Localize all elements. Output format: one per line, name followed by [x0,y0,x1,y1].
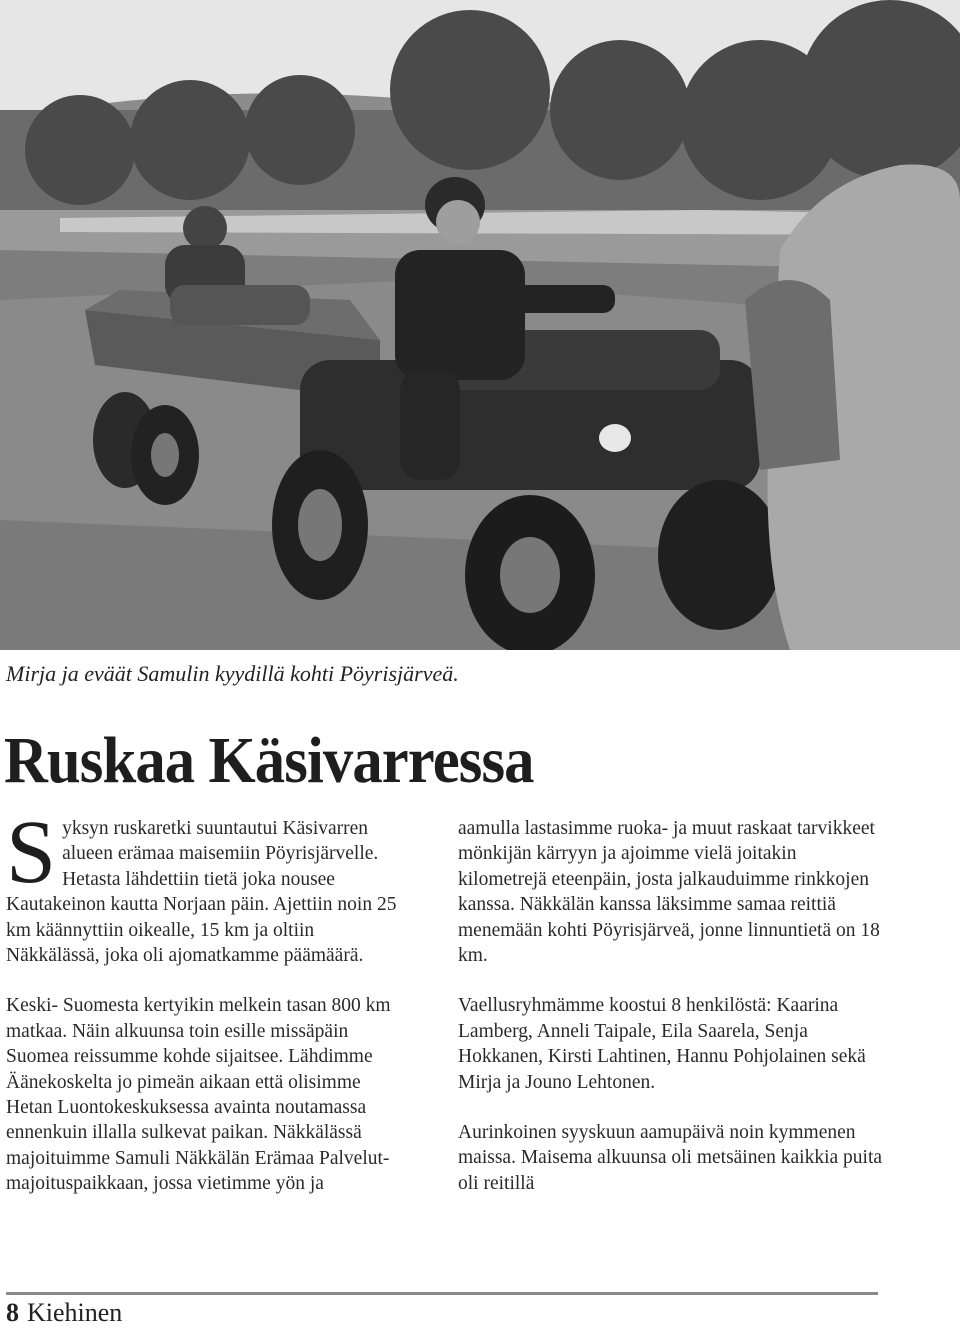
drop-cap: S [6,803,57,902]
article-column-left [6,803,406,1222]
paragraph: Keski- Suomesta kertyikin melkein tasan 800 km matkaa. Näin alkuunsa toin esille missäpäin Suomea reissumme kohde sijaitsee. Lähdimme Äänekoskelta jo pimeän aikaan että olisimme Hetan Luontokeskuksessa avainta noutamassa ennenkuin illalla sulkevat paikan. Näkkälässä majoituimme Samuli Näkkälän Erämaa Palvelut- majoituspaikkaan, jossa vietimme yön ja [6,995,391,1195]
footer-divider [6,1292,878,1295]
article-headline: Ruskaa Käsivarressa [4,724,534,797]
photo-atv-trailer-icon [0,0,960,650]
paragraph: Aurinkoinen syyskuun aamupäivä noin kymmenen maissa. Maisema alkuunsa oli metsäinen kaikkia puita oli reitillä [458,1122,883,1194]
paragraph: Vaellusryhmämme koostui 8 henkilöstä: Kaarina Lamberg, Anneli Taipale, Eila Saarela, Senja Hokkanen, Kirsti Lahtinen, Hannu Pohjolainen sekä Mirja ja Jouno Lehtonen. [458,995,866,1093]
paragraph [6,803,406,968]
page-footer [6,1298,122,1328]
article-photo [0,0,960,650]
page-number: 8 [6,1298,19,1327]
article-column-right [458,816,883,1221]
publication-name: Kiehinen [27,1298,123,1327]
paragraph-text: yksyn ruskaretki suuntautui Käsivarren alueen erämaa maisemiin Pöyrisjärvelle. Hetasta lähdettiin tietä joka nousee Kautakeinon kautta Norjaan päin. Ajettiin noin 25 km käännyttiin oikealle, 15 km ja oltiin Näkkälässä, joka oli ajomatkamme päämäärä. [6,818,397,967]
paragraph: aamulla lastasimme ruoka- ja muut raskaat tarvikkeet mönkijän kärryyn ja ajoimme vielä joitakin kilometrejä eteenpäin, josta jalkauduimme rinkkojen kanssa. Näkkälän kanssa läksimme samaa reittiä menemään kohti Pöyrisjärveä, jonne linnuntietä on 18 km. [458,818,880,967]
photo-caption: Mirja ja eväät Samulin kyydillä kohti Pöyrisjärveä. [6,661,459,686]
